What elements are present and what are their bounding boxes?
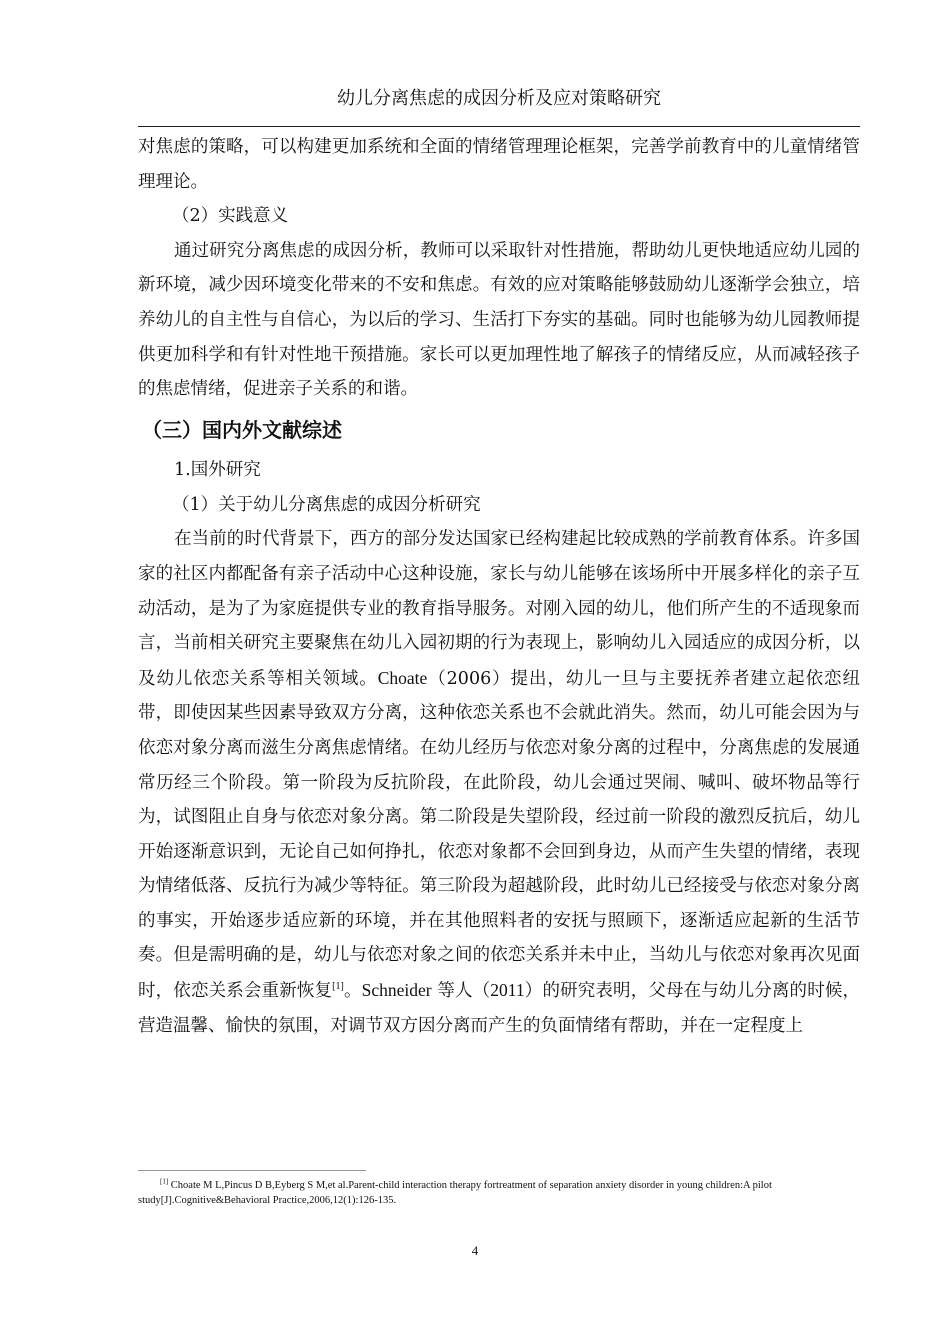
subheading-causes: （1）关于幼儿分离焦虑的成因分析研究 xyxy=(172,494,481,515)
paragraph-text-a: 在当前的时代背景下，西方的部分发达国家已经构建起比较成熟的学前教育体系。许多国家的社区内都配备有亲子活动中心这种设施，家长与幼儿能够在该场所中开展多样化的亲子互动活动，是为了为家庭提供专业的教育指导服务。对刚入园的幼儿，他们所产生的不适现象而言，当前相关研究主要聚焦在幼儿入园初期的行为表现上，影响幼儿入园适应的成因分析，以及幼儿依恋关系等相关领域。 xyxy=(138,529,860,689)
author-choate: Choate xyxy=(377,667,428,688)
section-heading: （三）国内外文献综述 xyxy=(142,417,342,442)
footnote-line-2: study[J].Cognitive&Behavioral Practice,2006,12(1):126-135. xyxy=(138,1195,397,1206)
year-2006: （2006） xyxy=(427,668,511,689)
year-2011: （2011） xyxy=(472,980,543,1001)
paragraph-text-e: 的研究表明，父母在与幼儿分离的时候，营造温馨、愉快的氛围，对调节双方因分离而产生的负面情绪有帮助，并在一定程度上 xyxy=(138,981,861,1036)
footnote xyxy=(138,1178,860,1208)
author-schneider: Schneider xyxy=(361,980,432,1001)
footnote-reference[interactable]: [1] xyxy=(332,981,344,993)
paragraph-text-c: 。 xyxy=(343,981,362,1002)
footnote-separator xyxy=(138,1170,366,1171)
footnote-marker: [1] xyxy=(160,1177,169,1186)
page-number: 4 xyxy=(471,1243,479,1258)
running-header: 幼儿分离焦虑的成因分析及应对策略研究 xyxy=(337,88,661,109)
footnote-line-1 xyxy=(138,1178,860,1193)
subsection-heading: 1.国外研究 xyxy=(174,459,261,480)
paragraph-practice: 通过研究分离焦虑的成因分析，教师可以采取针对性措施，帮助幼儿更快地适应幼儿园的新环境，减少因环境变化带来的不安和焦虑。有效的应对策略能够鼓励幼儿逐渐学会独立，培养幼儿的自主性与自信心，为以后的学习、生活打下夯实的基础。同时也能够为幼儿园教师提供更加科学和有针对性地干预措施。家长可以更加理性地了解孩子的情绪反应，从而减轻孩子的焦虑情绪，促进亲子关系的和谐。 xyxy=(138,240,860,400)
header-rule xyxy=(138,126,860,127)
paragraph-continued: 对焦虑的策略，可以构建更加系统和全面的情绪管理理论框架，完善学前教育中的儿童情绪管理理论。 xyxy=(138,137,860,192)
paragraph-literature xyxy=(138,522,860,1043)
subheading-practice: （2）实践意义 xyxy=(172,206,289,227)
paragraph-text-b: 提出，幼儿一旦与主要抚养者建立起依恋纽带，即使因某些因素导致双方分离，这种依恋关系也不会就此消失。然而，幼儿可能会因为与依恋对象分离而滋生分离焦虑情绪。在幼儿经历与依恋对象分离的过程中，分离焦虑的发展通常历经三个阶段。第一阶段为反抗阶段，在此阶段，幼儿会通过哭闹、喊叫、破坏物品等行为，试图阻止自身与依恋对象分离。第二阶段是失望阶段，经过前一阶段的激烈反抗后，幼儿开始逐渐意识到，无论自己如何挣扎，依恋对象都不会回到身边，从而产生失望的情绪，表现为情绪低落、反抗行为减少等特征。第三阶段为超越阶段，此时幼儿已经接受与依恋对象分离的事实，开始逐步适应新的环境，并在其他照料者的安抚与照顾下，逐渐适应起新的生活节奏。但是需明确的是，幼儿与依恋对象之间的依恋关系并未中止，当幼儿与依恋对象再次见面时，依恋关系会重新恢复 xyxy=(138,668,860,1002)
paragraph-text-d: 等人 xyxy=(431,981,473,1002)
page-body xyxy=(138,130,860,1043)
footnote-text-1: Choate M L,Pincus D B,Eyberg S M,et al.Parent-child interaction therapy fortreatment of separation anxiety disorder in young children:A pilot xyxy=(168,1180,772,1191)
